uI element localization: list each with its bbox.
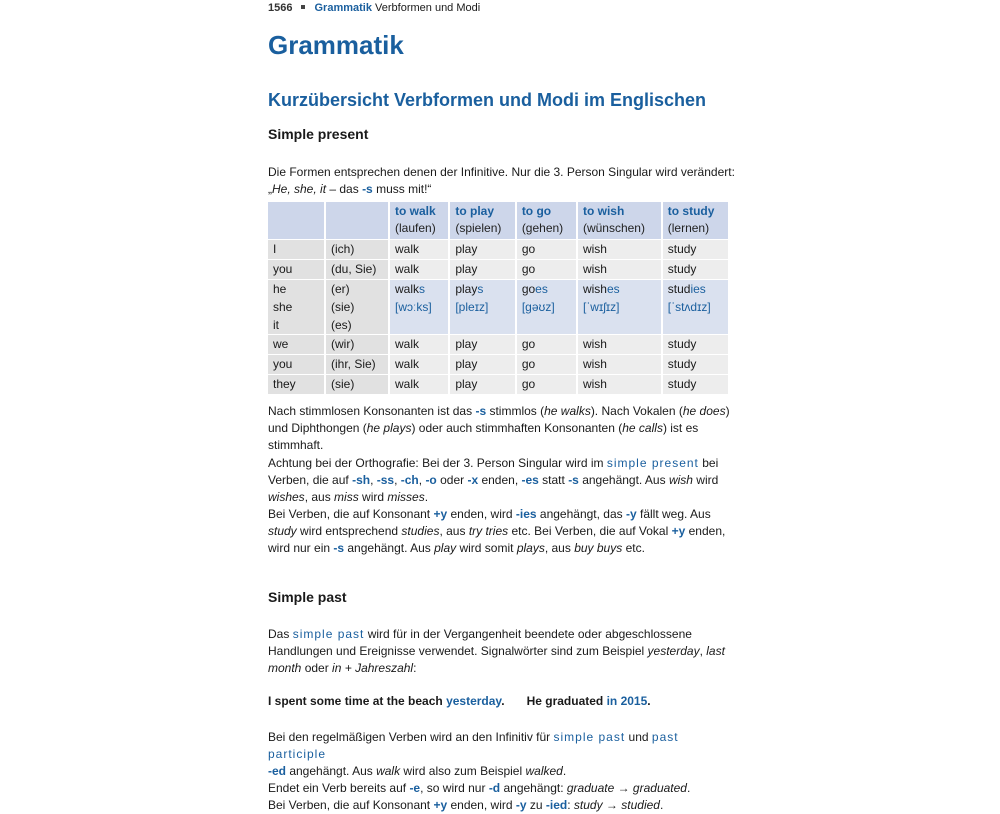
page-title: Grammatik xyxy=(268,30,404,60)
third-person-wishes: wishes [ˈwɪʃɪz] xyxy=(578,280,663,335)
table-header-row xyxy=(268,202,730,240)
simple-past-examples: I spent some time at the beach yesterday. He graduated in 2015. xyxy=(268,694,651,708)
header-verb-play: to play (spielen) xyxy=(450,202,516,240)
regular-verbs-note: Bei den regelmäßigen Verben wird an den Infinitiv für simple past und past participle -ed angehängt. Aus walk wird also zum Beispiel walked. Endet ein Verb bereits auf -e, so wird nur -d angehängt: graduate → graduated. Bei Verben, die auf Konsonant +y enden, wird -y zu -ied: study → studied. xyxy=(268,730,691,812)
voicing-note: Nach stimmlosen Konsonanten ist das -s stimmlos (he walks). Nach Vokalen (he does) und Diphthongen (he plays) oder auch stimmhaften Konsonanten (he calls) ist es stimmhaft. xyxy=(268,404,730,452)
heading-simple-present: Simple present xyxy=(268,126,369,142)
simple-past-intro: Das simple past wird für in der Vergangenheit beendete oder abgeschlossene Handlungen und Ereignisse verwendet. Signalwörter sind zum Beispiel yesterday, last month oder in + Jahreszahl: xyxy=(268,627,725,675)
third-person-walks: walks [wɔːks] xyxy=(390,280,450,335)
separator-square-icon xyxy=(301,5,305,9)
third-person-goes: goes [gəʊz] xyxy=(517,280,578,335)
running-header xyxy=(268,2,480,14)
third-person-plays: plays [pleɪz] xyxy=(450,280,516,335)
third-person-studies: studies [ˈstʌdɪz] xyxy=(663,280,730,335)
orthography-note: Achtung bei der Orthografie: Bei der 3. Person Singular wird im simple present bei Verben, die auf -sh, -ss, -ch, -o oder -x enden, -es statt -s angehängt. Aus wish wird wishes, aus miss wird misses. Bei Verben, die auf Konsonant +y enden, wird -ies angehängt, das -y fällt weg. Aus study wird entsprechend studies, aus try tries etc. Bei Verben, die auf Vokal +y enden, wird nur ein -s angehängt. Aus play wird somit plays, aus buy buys etc. xyxy=(268,456,726,555)
conjugation-table xyxy=(268,202,730,395)
table-row: we (wir) walk play go wish study xyxy=(268,335,730,355)
header-verb-study: to study (lernen) xyxy=(663,202,730,240)
simple-present-intro: Die Formen entsprechen denen der Infinitive. Nur die 3. Person Singular wird verändert: „He, she, it – das -s muss mit!“ xyxy=(268,165,735,196)
table-row: you (ihr, Sie) walk play go wish study xyxy=(268,355,730,375)
header-verb-go: to go (gehen) xyxy=(517,202,578,240)
table-row: they (sie) walk play go wish study xyxy=(268,375,730,395)
header-verb-walk: to walk (laufen) xyxy=(390,202,450,240)
table-row: I (ich) walk play go wish study xyxy=(268,240,730,260)
header-subsection: Verbformen und Modi xyxy=(375,2,481,14)
table-row-third-person: he she it (er) (sie) (es) walks [wɔːks] plays [pleɪz] goes [gəʊz] wishes [ˈwɪʃɪz] studies [ˈstʌdɪz] xyxy=(268,280,730,335)
page-number: 1566 xyxy=(268,2,293,14)
header-verb-wish: to wish (wünschen) xyxy=(578,202,663,240)
page-subtitle: Kurzübersicht Verbformen und Modi im Englischen xyxy=(268,90,707,110)
table-row: you (du, Sie) walk play go wish study xyxy=(268,260,730,280)
header-section: Grammatik xyxy=(314,2,372,14)
heading-simple-past: Simple past xyxy=(268,589,347,605)
